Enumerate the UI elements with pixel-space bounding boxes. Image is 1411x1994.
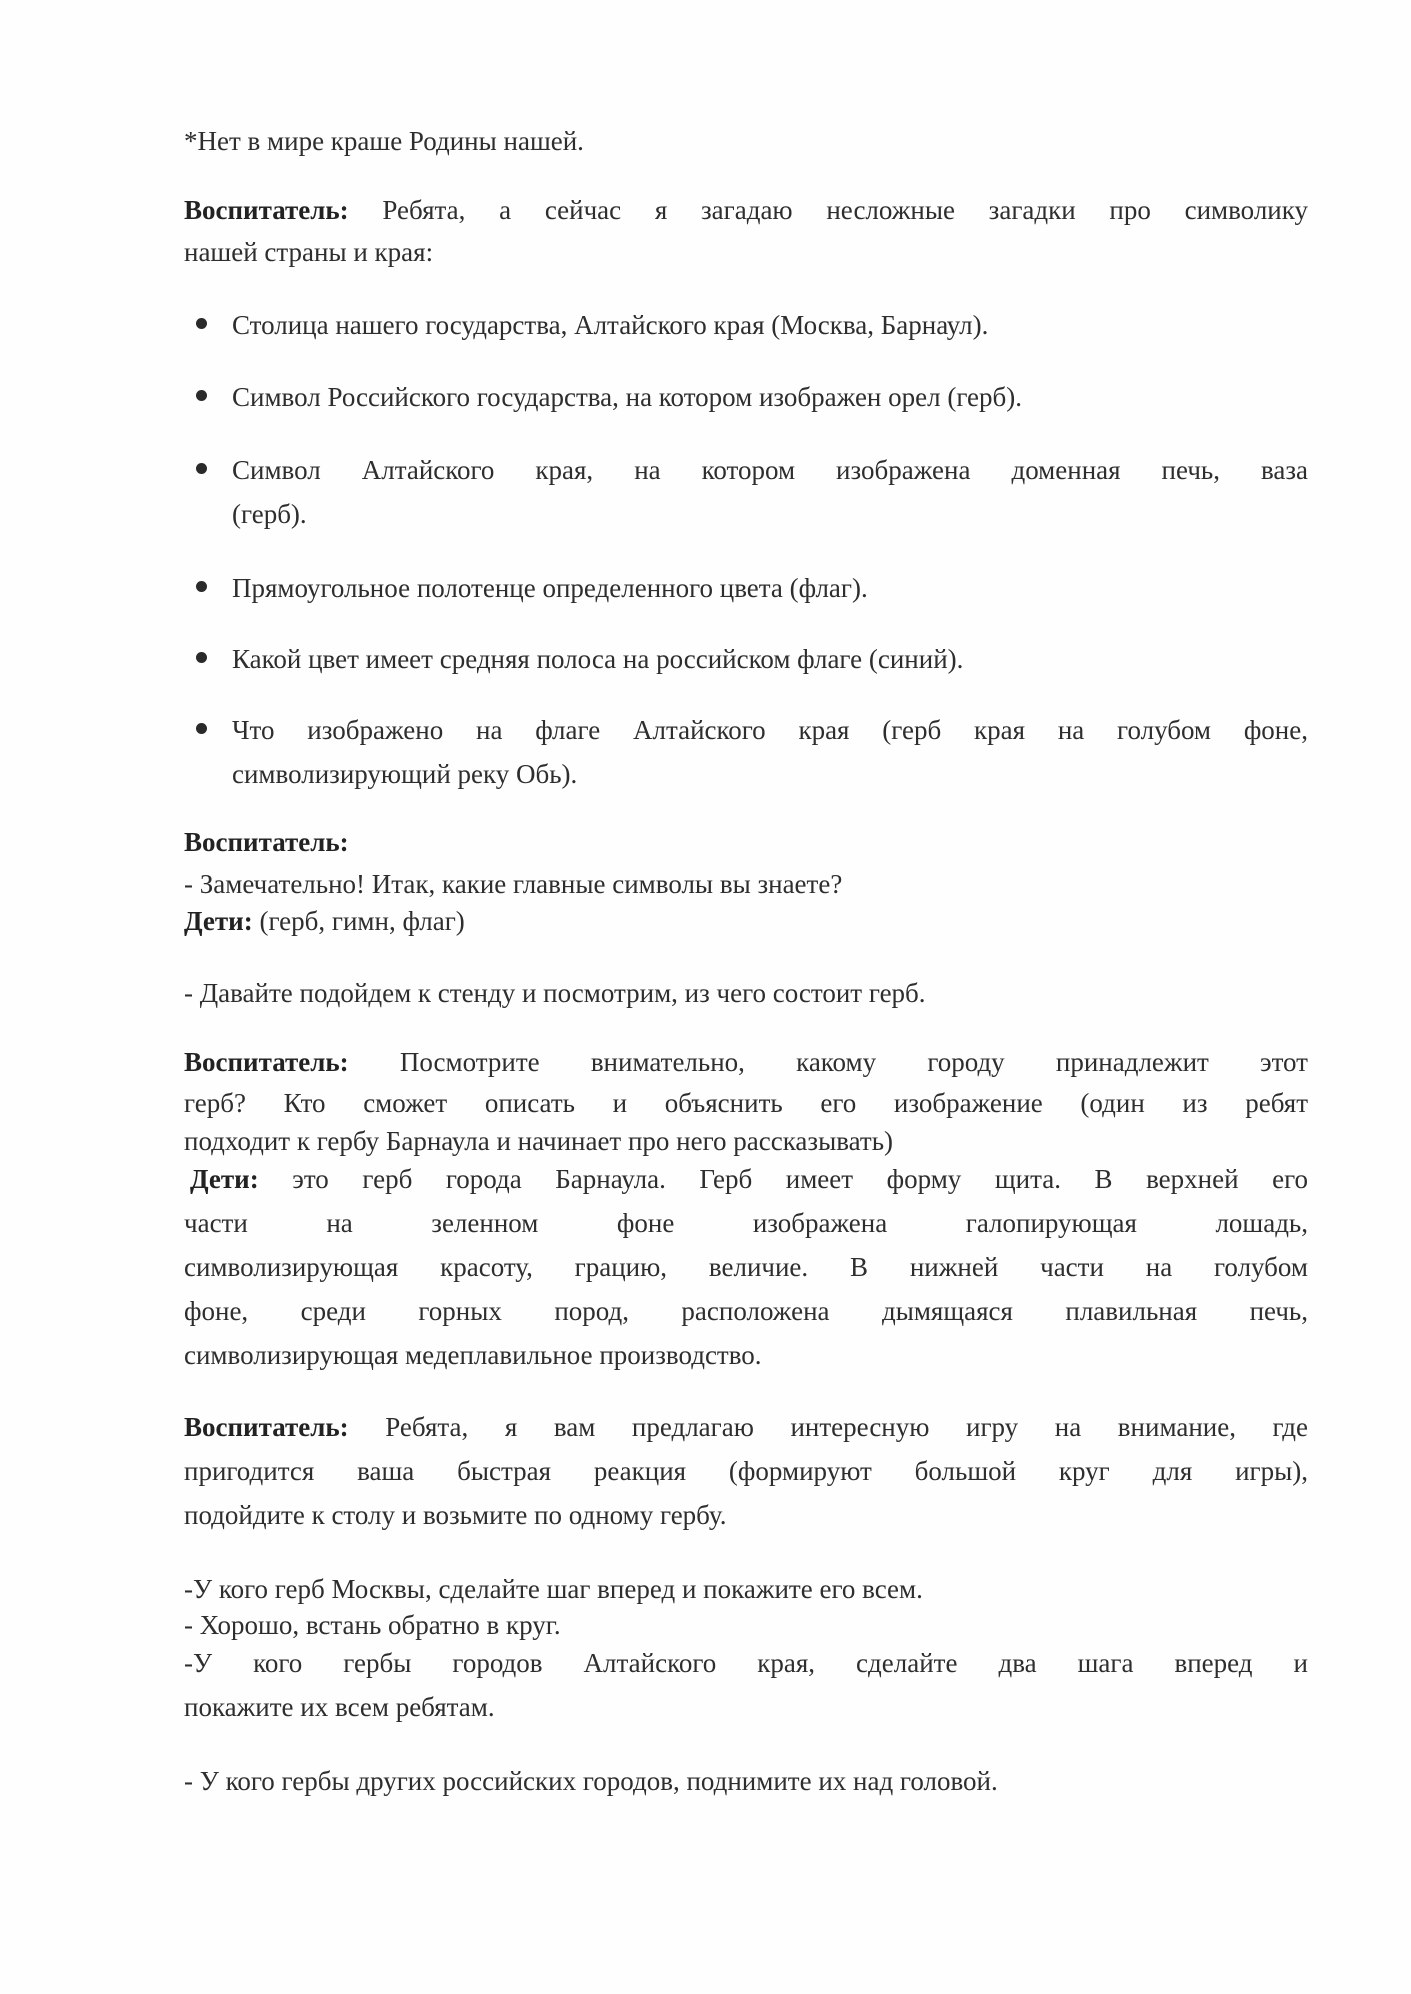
game-instruction-line3: -У кого гербы городов Алтайского края, сделайте два шага вперед и [184, 1648, 1308, 1678]
bullet-icon [196, 463, 207, 474]
bullet-item: Что изображено на флаге Алтайского края (герб края на голубом фоне, символизирующий реку Обь). [232, 708, 1308, 796]
paragraph-children-barnaul-line2: части на зеленном фоне изображена галопирующая лошадь, [184, 1208, 1308, 1238]
paragraph-children-barnaul-line3: символизирующая красоту, грацию, величие. В нижней части на голубом [184, 1252, 1308, 1282]
speaker-label: Дети: [184, 906, 253, 936]
children-answer: Дети: (герб, гимн, флаг) [184, 906, 465, 936]
game-instruction-line4: покажите их всем ребятам. [184, 1692, 495, 1722]
paragraph-teacher-game-line3: подойдите к столу и возьмите по одному гербу. [184, 1500, 727, 1530]
paragraph-teacher-game-line2: пригодится ваша быстрая реакция (формируют большой круг для игры), [184, 1456, 1308, 1486]
bullet-item: Прямоугольное полотенце определенного цвета (флаг). [232, 566, 1308, 610]
game-instruction-final: - У кого гербы других российских городов, поднимите их над головой. [184, 1766, 998, 1796]
paragraph-teacher-look-line3: подходит к гербу Барнаула и начинает про него рассказывать) [184, 1126, 894, 1156]
paragraph-children-barnaul-line5: символизирующая медеплавильное производство. [184, 1340, 762, 1370]
bullet-item: Какой цвет имеет средняя полоса на российском флаге (синий). [232, 637, 1308, 681]
speaker-label: Воспитатель: [184, 195, 349, 225]
paragraph-stand: - Давайте подойдем к стенду и посмотрим, из чего состоит герб. [184, 978, 926, 1008]
paragraph-teacher-game-line1: Воспитатель: Ребята, я вам предлагаю интересную игру на внимание, где [184, 1412, 1308, 1442]
bullet-icon [196, 652, 207, 663]
bullet-item: Столица нашего государства, Алтайского края (Москва, Барнаул). [232, 303, 1308, 347]
speaker-label: Воспитатель: [184, 1047, 349, 1077]
paragraph-children-barnaul-line1: Дети: это герб города Барнаула. Герб имеет форму щита. В верхней его [190, 1164, 1308, 1194]
paragraph-teacher-riddles-line1: Воспитатель: Ребята, а сейчас я загадаю несложные загадки про символику [184, 195, 1308, 225]
paragraph-teacher-look-line2: герб? Кто сможет описать и объяснить его изображение (один из ребят [184, 1088, 1308, 1118]
paragraph-teacher-riddles-line2: нашей страны и края: [184, 237, 434, 267]
bullet-item: Символ Российского государства, на котором изображен орел (герб). [232, 375, 1308, 419]
teacher-question: - Замечательно! Итак, какие главные символы вы знаете? [184, 869, 843, 899]
bullet-icon [196, 390, 207, 401]
bullet-icon [196, 318, 207, 329]
paragraph-children-barnaul-line4: фоне, среди горных пород, расположена дымящаяся плавильная печь, [184, 1296, 1308, 1326]
speaker-label: Воспитатель: [184, 827, 349, 857]
game-instruction-line2: - Хорошо, встань обратно в круг. [184, 1610, 561, 1640]
bullet-icon [196, 723, 207, 734]
speaker-label: Воспитатель: [184, 1412, 349, 1442]
game-instruction-line1: -У кого герб Москвы, сделайте шаг вперед и покажите его всем. [184, 1574, 923, 1604]
bullet-item: Символ Алтайского края, на котором изображена доменная печь, ваза (герб). [232, 448, 1308, 536]
intro-line: *Нет в мире краше Родины нашей. [184, 126, 584, 156]
speaker-label: Дети: [190, 1164, 259, 1194]
paragraph-teacher-look-line1: Воспитатель: Посмотрите внимательно, какому городу принадлежит этот [184, 1047, 1308, 1077]
bullet-icon [196, 581, 207, 592]
